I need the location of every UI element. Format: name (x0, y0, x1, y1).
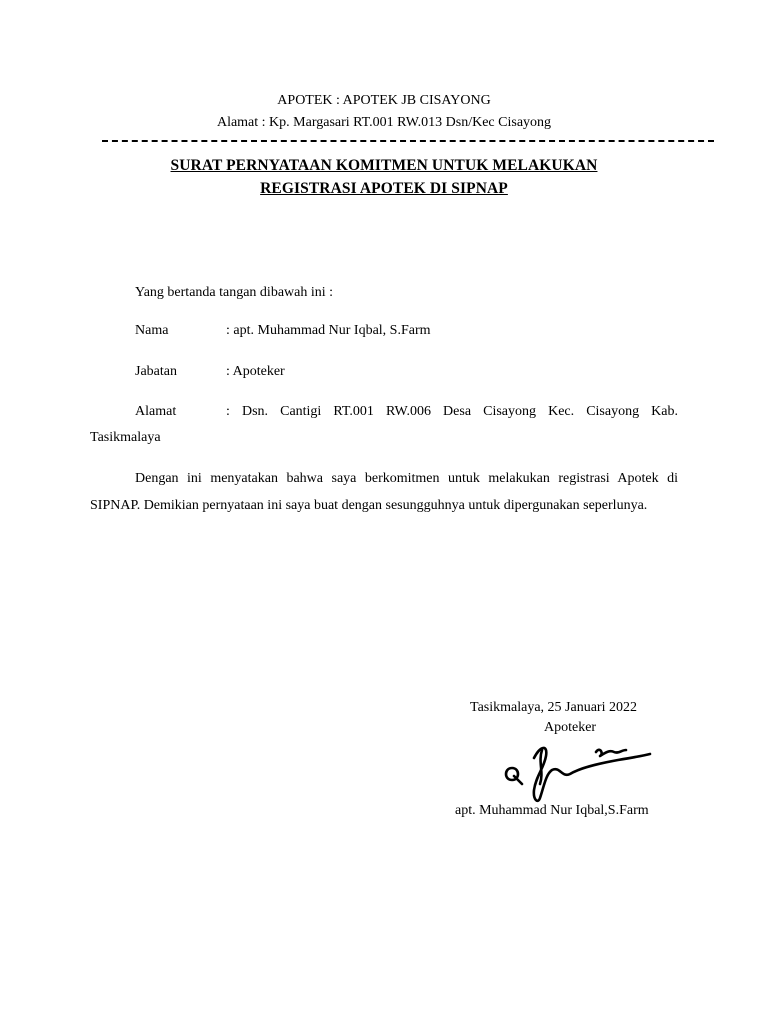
document-title-text-2: REGISTRASI APOTEK DI SIPNAP (260, 180, 508, 197)
field-value-alamat-continuation: Tasikmalaya (90, 430, 161, 445)
field-value-alamat: : Dsn. Cantigi RT.001 RW.006 Desa Cisayong Kec. Cisayong Kab. (226, 404, 678, 419)
signature-place-date: Tasikmalaya, 25 Januari 2022 (470, 700, 637, 715)
signature-role: Apoteker (544, 720, 597, 735)
pharmacy-name: APOTEK : APOTEK JB CISAYONG (277, 93, 491, 108)
signer-name: apt. Muhammad Nur Iqbal,S.Farm (455, 803, 649, 818)
field-value-jabatan: : Apoteker (226, 364, 285, 379)
field-value-nama: : apt. Muhammad Nur Iqbal, S.Farm (226, 323, 431, 338)
field-label-alamat: Alamat (135, 404, 177, 419)
field-label-jabatan: Jabatan (135, 364, 177, 379)
pharmacy-address: Alamat : Kp. Margasari RT.001 RW.013 Dsn/Kec Cisayong (216, 115, 552, 130)
document-title-line-1 (0, 157, 768, 175)
document-title-text-1: SURAT PERNYATAAN KOMITMEN UNTUK MELAKUKAN (170, 157, 598, 174)
document-title-line-2 (0, 180, 768, 198)
field-label-nama: Nama (135, 323, 169, 338)
handwritten-signature (500, 738, 660, 806)
header-divider (102, 140, 714, 142)
intro-text: Yang bertanda tangan dibawah ini : (135, 285, 334, 300)
statement-paragraph: Dengan ini menyatakan bahwa saya berkomitmen untuk melakukan registrasi Apotek di SIPNAP. Demikian pernyataan ini saya buat dengan sesungguhnya untuk dipergunakan seperlunya. (90, 471, 678, 513)
